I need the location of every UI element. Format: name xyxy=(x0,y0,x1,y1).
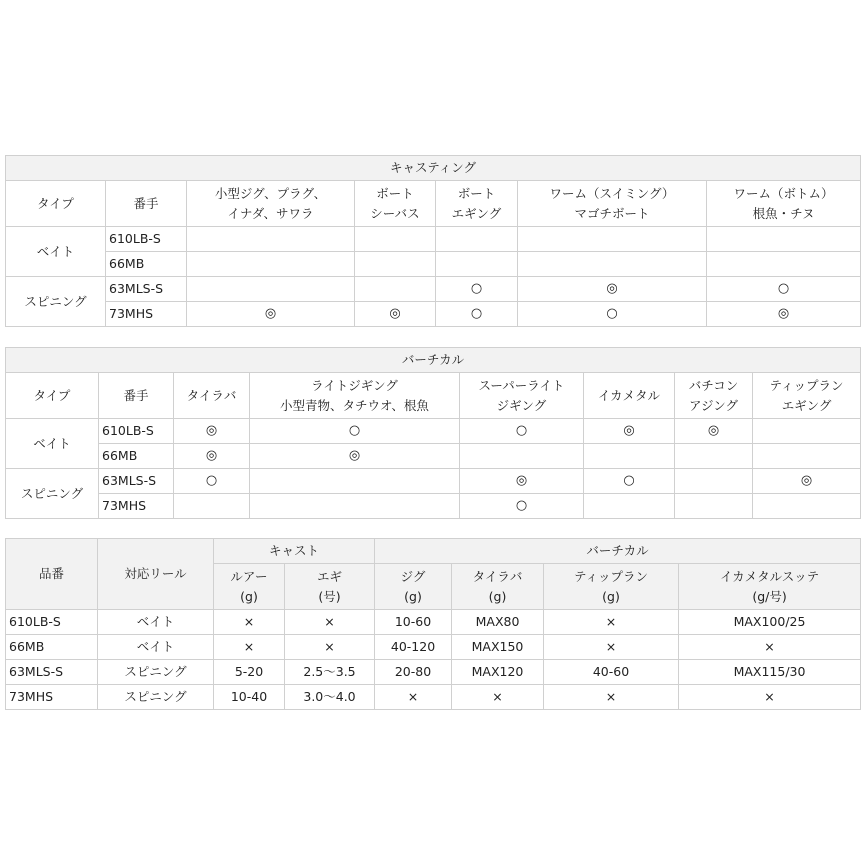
value-cell: × xyxy=(375,685,452,710)
col-header: タイラバ xyxy=(174,373,250,419)
table-row xyxy=(6,469,861,494)
mark-cell: ◎ xyxy=(518,277,707,302)
sub-header: ティップラン (g) xyxy=(544,564,679,610)
value-cell: MAX80 xyxy=(452,610,544,635)
header-model-number: 品番 xyxy=(6,539,98,610)
col-header: イカメタル xyxy=(584,373,675,419)
value-cell: × xyxy=(544,635,679,660)
mark-cell: ○ xyxy=(460,494,584,519)
mark-cell xyxy=(250,469,460,494)
mark-cell xyxy=(355,227,436,252)
table-row xyxy=(6,302,861,327)
value-cell: 10-60 xyxy=(375,610,452,635)
header-vertical: バーチカル xyxy=(375,539,861,564)
model-cell: 610LB-S xyxy=(6,610,98,635)
mark-cell: ◎ xyxy=(584,419,675,444)
sub-header: ジグ (g) xyxy=(375,564,452,610)
table-row xyxy=(6,660,861,685)
mark-cell: ◎ xyxy=(460,469,584,494)
sub-header: イカメタルスッテ (g/号) xyxy=(679,564,861,610)
value-cell: 2.5〜3.5 xyxy=(285,660,375,685)
model-cell: 73MHS xyxy=(6,685,98,710)
mark-cell xyxy=(707,227,861,252)
value-cell: 5-20 xyxy=(214,660,285,685)
mark-cell: ◎ xyxy=(174,419,250,444)
mark-cell: ◎ xyxy=(675,419,753,444)
type-group-spinning: スピニング xyxy=(6,277,106,327)
mark-cell xyxy=(174,494,250,519)
mark-cell: ◎ xyxy=(707,302,861,327)
header-type: タイプ xyxy=(6,373,99,419)
mark-cell xyxy=(584,494,675,519)
col-header: スーパーライト ジギング xyxy=(460,373,584,419)
value-cell: × xyxy=(452,685,544,710)
model-cell: 610LB-S xyxy=(99,419,174,444)
mark-cell xyxy=(518,227,707,252)
mark-cell: ◎ xyxy=(250,444,460,469)
mark-cell: ◎ xyxy=(187,302,355,327)
model-cell: 63MLS-S xyxy=(106,277,187,302)
mark-cell: ○ xyxy=(707,277,861,302)
col-header: ワーム（スイミング） マゴチボート xyxy=(518,181,707,227)
mark-cell: ○ xyxy=(436,302,518,327)
table-row xyxy=(6,277,861,302)
value-cell: 10-40 xyxy=(214,685,285,710)
mark-cell xyxy=(675,444,753,469)
header-model: 番手 xyxy=(99,373,174,419)
header-reel: 対応リール xyxy=(98,539,214,610)
mark-cell: ○ xyxy=(460,419,584,444)
value-cell: 20-80 xyxy=(375,660,452,685)
vertical-title: バーチカル xyxy=(6,348,861,373)
mark-cell xyxy=(187,277,355,302)
mark-cell xyxy=(675,494,753,519)
model-cell: 66MB xyxy=(6,635,98,660)
mark-cell xyxy=(707,252,861,277)
value-cell: 3.0〜4.0 xyxy=(285,685,375,710)
value-cell: × xyxy=(544,685,679,710)
value-cell: MAX150 xyxy=(452,635,544,660)
col-header: ライトジギング 小型青物、タチウオ、根魚 xyxy=(250,373,460,419)
value-cell: × xyxy=(544,610,679,635)
value-cell: × xyxy=(214,610,285,635)
value-cell: 40-120 xyxy=(375,635,452,660)
mark-cell xyxy=(753,419,861,444)
type-group-spinning: スピニング xyxy=(6,469,99,519)
sub-header: ルアー (g) xyxy=(214,564,285,610)
mark-cell xyxy=(250,494,460,519)
mark-cell: ◎ xyxy=(174,444,250,469)
table-row xyxy=(6,444,861,469)
value-cell: × xyxy=(679,635,861,660)
table-row xyxy=(6,494,861,519)
table-row xyxy=(6,635,861,660)
value-cell: × xyxy=(679,685,861,710)
mark-cell xyxy=(675,469,753,494)
mark-cell xyxy=(584,444,675,469)
model-cell: 66MB xyxy=(99,444,174,469)
mark-cell xyxy=(187,227,355,252)
col-header: 小型ジグ、プラグ、 イナダ、サワラ xyxy=(187,181,355,227)
model-cell: 66MB xyxy=(106,252,187,277)
header-cast: キャスト xyxy=(214,539,375,564)
value-cell: × xyxy=(285,610,375,635)
value-cell: MAX100/25 xyxy=(679,610,861,635)
model-cell: 73MHS xyxy=(99,494,174,519)
value-cell: MAX115/30 xyxy=(679,660,861,685)
vertical-table xyxy=(5,347,861,519)
table-row xyxy=(6,227,861,252)
value-cell: 40-60 xyxy=(544,660,679,685)
mark-cell: ○ xyxy=(174,469,250,494)
table-row xyxy=(6,419,861,444)
mark-cell xyxy=(355,252,436,277)
mark-cell: ○ xyxy=(518,302,707,327)
type-group-bait: ベイト xyxy=(6,227,106,277)
spec-table xyxy=(5,538,861,710)
header-type: タイプ xyxy=(6,181,106,227)
mark-cell: ○ xyxy=(250,419,460,444)
casting-title: キャスティング xyxy=(6,156,861,181)
casting-table xyxy=(5,155,861,327)
mark-cell xyxy=(436,252,518,277)
reel-cell: ベイト xyxy=(98,635,214,660)
table-row xyxy=(6,685,861,710)
mark-cell: ◎ xyxy=(355,302,436,327)
mark-cell xyxy=(355,277,436,302)
sub-header: エギ (号) xyxy=(285,564,375,610)
mark-cell: ○ xyxy=(584,469,675,494)
mark-cell xyxy=(518,252,707,277)
mark-cell: ◎ xyxy=(753,469,861,494)
mark-cell: ○ xyxy=(436,277,518,302)
col-header: バチコン アジング xyxy=(675,373,753,419)
model-cell: 73MHS xyxy=(106,302,187,327)
col-header: ティップラン エギング xyxy=(753,373,861,419)
value-cell: × xyxy=(285,635,375,660)
reel-cell: ベイト xyxy=(98,610,214,635)
table-row xyxy=(6,610,861,635)
type-group-bait: ベイト xyxy=(6,419,99,469)
value-cell: × xyxy=(214,635,285,660)
value-cell: MAX120 xyxy=(452,660,544,685)
col-header: ボート エギング xyxy=(436,181,518,227)
model-cell: 610LB-S xyxy=(106,227,187,252)
model-cell: 63MLS-S xyxy=(6,660,98,685)
reel-cell: スピニング xyxy=(98,660,214,685)
mark-cell xyxy=(187,252,355,277)
reel-cell: スピニング xyxy=(98,685,214,710)
sub-header: タイラバ (g) xyxy=(452,564,544,610)
col-header: ボート シーバス xyxy=(355,181,436,227)
col-header: ワーム（ボトム） 根魚・チヌ xyxy=(707,181,861,227)
mark-cell xyxy=(436,227,518,252)
mark-cell xyxy=(753,444,861,469)
model-cell: 63MLS-S xyxy=(99,469,174,494)
mark-cell xyxy=(460,444,584,469)
mark-cell xyxy=(753,494,861,519)
header-model: 番手 xyxy=(106,181,187,227)
table-row xyxy=(6,252,861,277)
